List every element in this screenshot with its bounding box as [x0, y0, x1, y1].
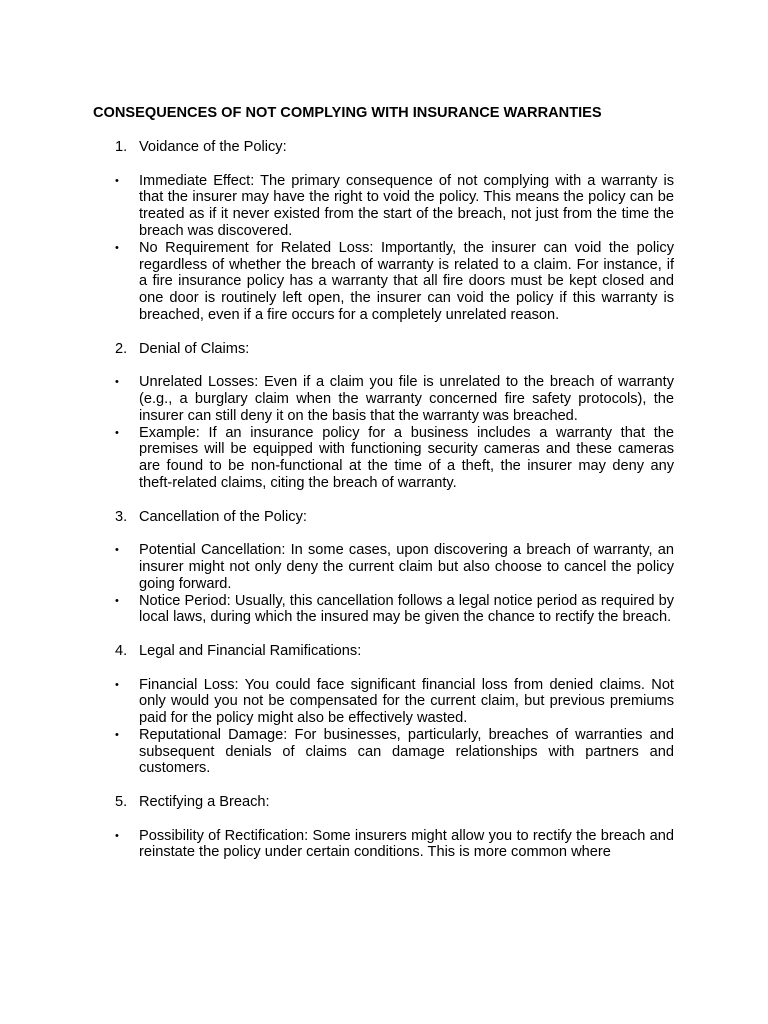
section-heading-text: Voidance of the Policy: [139, 139, 287, 155]
bullet-icon: • [115, 829, 119, 842]
bullet-list [93, 374, 674, 492]
document-title: CONSEQUENCES OF NOT COMPLYING WITH INSURANCE WARRANTIES [93, 105, 602, 121]
list-item [93, 425, 674, 492]
bullet-list [93, 828, 674, 862]
bullet-text: Possibility of Rectification: Some insurers might allow you to rectify the breach and reinstate the policy under certain conditions. This is more common where [139, 827, 674, 861]
list-item [93, 240, 674, 324]
bullet-list [93, 542, 674, 626]
section-heading-text: Rectifying a Breach: [139, 794, 270, 811]
bullet-icon: • [115, 241, 119, 254]
bullet-text: Notice Period: Usually, this cancellation follows a legal notice period as required by local laws, during which the insured may be given the chance to rectify the breach. [139, 592, 674, 626]
list-item [93, 677, 674, 727]
bullet-text: No Requirement for Related Loss: Importantly, the insurer can void the policy regardless of whether the breach of warranty is related to a claim. For instance, if a fire insurance policy has a warranty that all fire doors must be kept closed and one door is routinely left open, the insurer can void the policy if this warranty is breached, even if a fire occurs for a completely unrelated reason. [139, 239, 674, 323]
list-item [93, 173, 674, 240]
bullet-list [93, 677, 674, 778]
section-heading-text: Denial of Claims: [139, 340, 250, 357]
section-heading [93, 643, 674, 660]
section-heading-text: Legal and Financial Ramifications: [139, 642, 362, 659]
bullet-text: Reputational Damage: For businesses, particularly, breaches of warranties and subsequent denials of claims can damage relationships with partners and customers. [139, 726, 674, 777]
section-heading [93, 139, 674, 156]
bullet-text: Unrelated Losses: Even if a claim you file is unrelated to the breach of warranty (e.g., a burglary claim when the warranty concerned fire safety protocols), the insurer can still deny it on the basis that the warranty was breached. [139, 374, 674, 424]
list-item [93, 727, 674, 777]
bullet-icon: • [115, 174, 119, 187]
bullet-icon: • [115, 426, 119, 439]
bullet-icon: • [115, 594, 119, 607]
section-heading-text: Cancellation of the Policy: [139, 508, 307, 525]
bullet-icon: • [115, 728, 119, 741]
section-number: 2. [115, 340, 128, 357]
section-number: 5. [115, 794, 128, 811]
bullet-text: Financial Loss: You could face significant financial loss from denied claims. Not only would you not be compensated for the current claim, but previous premiums paid for the policy might also be effectively wasted. [139, 676, 674, 727]
section-heading [93, 341, 674, 358]
section-number: 4. [115, 642, 128, 659]
list-item [93, 828, 674, 862]
bullet-icon: • [115, 376, 119, 389]
section-number: 3. [115, 508, 128, 525]
list-item [93, 593, 674, 627]
bullet-text: Immediate Effect: The primary consequence of not complying with a warranty is that the insurer may have the right to void the policy. This means the policy can be treated as if it never existed from the start of the breach, not just from the time the breach was discovered. [139, 172, 674, 239]
section-heading [93, 794, 674, 811]
bullet-icon: • [115, 544, 119, 557]
bullet-list [93, 173, 674, 324]
bullet-text: Potential Cancellation: In some cases, upon discovering a breach of warranty, an insurer might not only deny the current claim but also choose to cancel the policy going forward. [139, 542, 674, 592]
bullet-icon: • [115, 678, 119, 691]
section-number: 1. [115, 139, 128, 155]
bullet-text: Example: If an insurance policy for a business includes a warranty that the premises will be equipped with functioning security cameras and these cameras are found to be non-functional at the time of a theft, the insurer may deny any theft-related claims, citing the breach of warranty. [139, 424, 674, 491]
document-body [93, 139, 674, 878]
list-item [93, 374, 674, 424]
list-item [93, 542, 674, 592]
section-heading [93, 509, 674, 526]
